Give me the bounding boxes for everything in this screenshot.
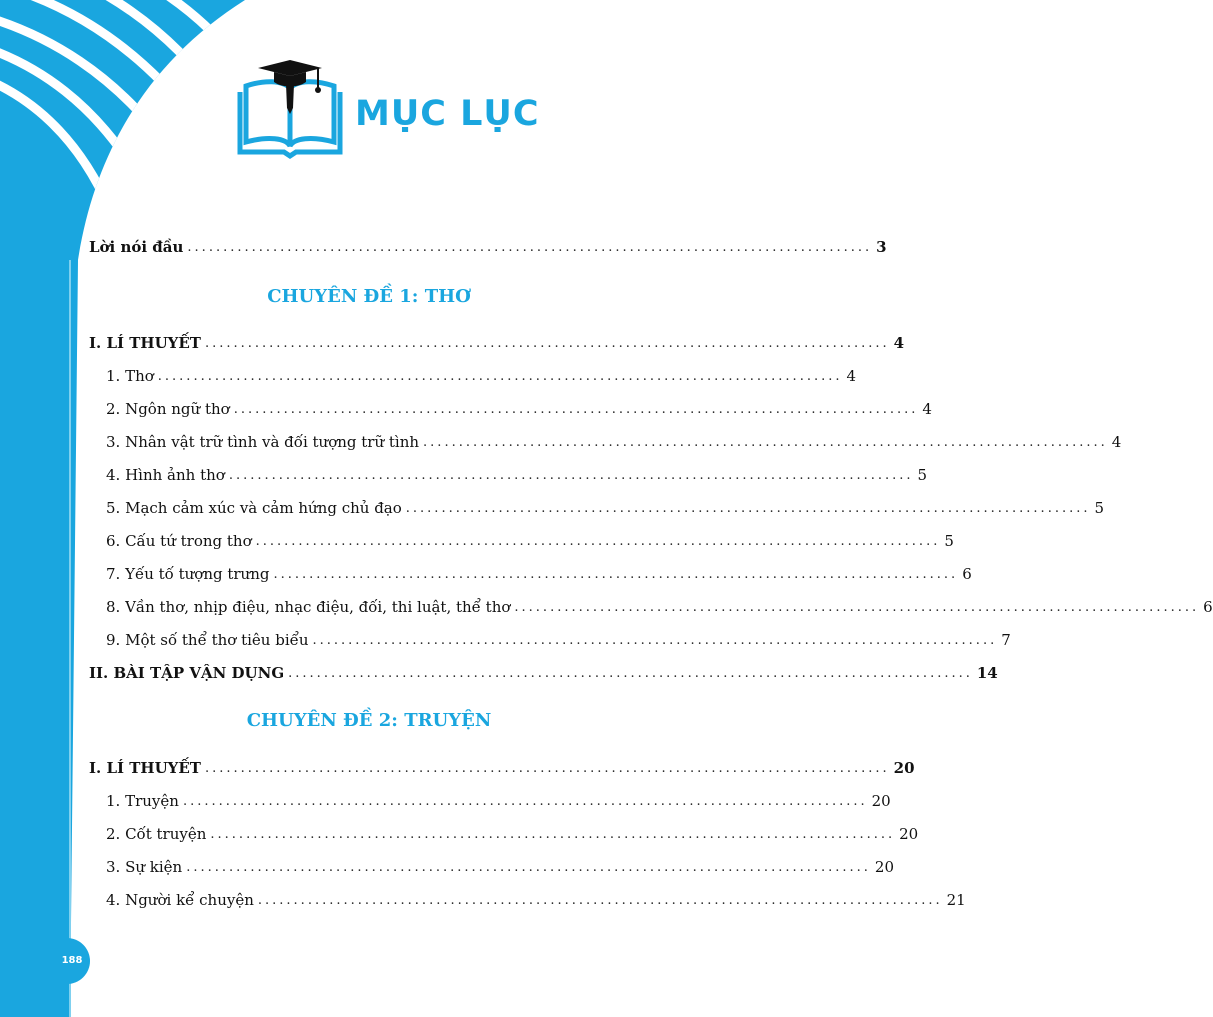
toc-entry[interactable]: [89, 553, 972, 583]
toc-leader-dots: ................................................................................................: [233, 402, 919, 417]
toc-leader-dots: ................................................................................................: [288, 666, 973, 681]
toc-entry-page: 5: [944, 532, 954, 550]
toc-leader-dots: ................................................................................................: [187, 240, 873, 255]
toc-entry-label: 3. Sự kiện: [106, 858, 183, 876]
toc-entry[interactable]: [89, 322, 905, 352]
toc-entry[interactable]: [89, 879, 966, 909]
toc-entry-page: 4: [846, 367, 857, 385]
toc-entry[interactable]: [89, 619, 1011, 649]
toc-leader-dots: ................................................................................................: [182, 794, 868, 809]
toc-entry-page: 20: [874, 858, 895, 876]
toc-leader-dots: ................................................................................................: [204, 761, 890, 776]
page-title: MỤC LỤC: [355, 94, 540, 134]
toc-entry-page: 6: [1203, 598, 1213, 616]
toc-entry[interactable]: [89, 421, 1122, 451]
toc-entry-intro[interactable]: [89, 226, 887, 256]
toc-entry[interactable]: [89, 780, 891, 810]
toc-leader-dots: ................................................................................................: [228, 468, 914, 483]
toc-entry[interactable]: [89, 355, 857, 385]
toc-entry-label: 3. Nhân vật trữ tình và đối tượng trữ tình: [106, 433, 420, 451]
toc-leader-dots: ................................................................................................: [255, 534, 941, 549]
toc-entry-label: 1. Thơ: [106, 367, 154, 385]
toc-entry[interactable]: [89, 747, 915, 777]
toc-entry-page: 4: [922, 400, 932, 418]
toc-leader-dots: ................................................................................................: [514, 600, 1200, 615]
toc-entry[interactable]: [89, 487, 1105, 517]
toc-entry-label: 7. Yếu tố tượng trưng: [106, 565, 270, 583]
page-number: 188: [61, 955, 83, 966]
toc-entry-page: 5: [1094, 499, 1105, 517]
toc-entry[interactable]: [89, 388, 932, 418]
toc-leader-dots: ................................................................................................: [405, 501, 1091, 516]
toc-entry-label: 8. Vần thơ, nhịp điệu, nhạc điệu, đối, thi luật, thể thơ: [106, 598, 511, 616]
toc-entry-label: II. BÀI TẬP VẬN DỤNG: [89, 664, 285, 682]
toc-entry-label: 4. Hình ảnh thơ: [106, 466, 225, 484]
toc-entry-page: 20: [899, 825, 919, 843]
toc-leader-dots: ................................................................................................: [204, 336, 890, 351]
toc-entry-label: 9. Một số thể thơ tiêu biểu: [106, 631, 309, 649]
toc-entry[interactable]: [89, 586, 1213, 616]
toc-entry-label: 6. Cấu tứ trong thơ: [106, 532, 252, 550]
toc-leader-dots: ................................................................................................: [423, 435, 1108, 450]
toc-leader-dots: ................................................................................................: [273, 567, 959, 582]
toc-entry-page: 20: [893, 759, 915, 777]
toc-leader-dots: ................................................................................................: [210, 827, 896, 842]
toc-entry-label: 5. Mạch cảm xúc và cảm hứng chủ đạo: [106, 499, 402, 517]
toc-entry-label: 1. Truyện: [106, 792, 179, 810]
toc-entry[interactable]: [89, 652, 998, 682]
toc-leader-dots: ................................................................................................: [157, 369, 843, 384]
toc-leader-dots: ................................................................................................: [186, 860, 871, 875]
toc-entry-page: 3: [876, 238, 887, 256]
section-heading-1: CHUYÊN ĐỀ 1: THƠ: [267, 286, 471, 307]
toc-entry-page: 14: [976, 664, 998, 682]
toc-entry-page: 4: [1111, 433, 1122, 451]
toc-entry-label: 2. Cốt truyện: [106, 825, 207, 843]
toc-entry-label: 4. Người kể chuyện: [106, 891, 254, 909]
toc-entry-page: 5: [917, 466, 928, 484]
toc-entry-label: I. LÍ THUYẾT: [89, 334, 201, 352]
toc-entry-page: 4: [893, 334, 905, 352]
toc-entry-page: 7: [1001, 631, 1011, 649]
toc-entry-label: 2. Ngôn ngữ thơ: [106, 400, 230, 418]
toc-entry[interactable]: [89, 813, 919, 843]
toc-entry-label: Lời nói đầu: [89, 238, 184, 256]
toc-entry[interactable]: [89, 454, 928, 484]
toc-entry[interactable]: [89, 520, 954, 550]
toc-entry[interactable]: [89, 846, 895, 876]
toc-entry-label: I. LÍ THUYẾT: [89, 759, 201, 777]
toc-entry-page: 20: [871, 792, 891, 810]
toc-leader-dots: ................................................................................................: [312, 633, 998, 648]
toc-leader-dots: ................................................................................................: [257, 893, 943, 908]
toc-entry-page: 6: [962, 565, 972, 583]
toc-entry-page: 21: [946, 891, 966, 909]
section-heading-2: CHUYÊN ĐỀ 2: TRUYỆN: [246, 710, 492, 731]
